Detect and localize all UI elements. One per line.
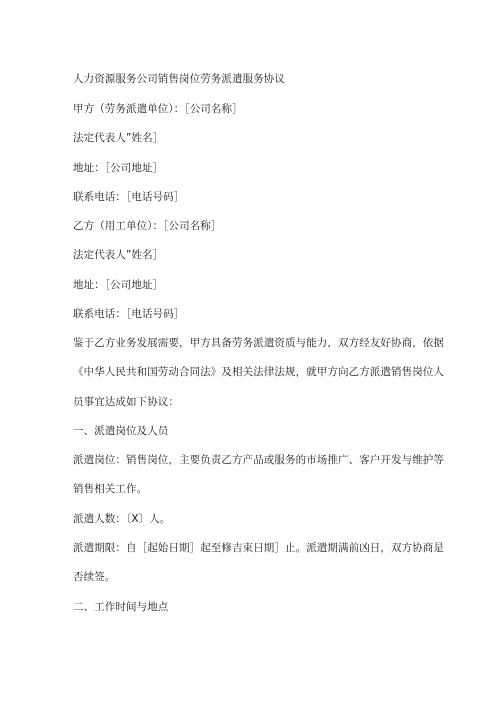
document-title: 人力资源服务公司销售岗位劳务派遣服务协议 bbox=[73, 73, 285, 85]
preamble-line-3: 员事宜达成如下协议： bbox=[73, 396, 179, 408]
party-a-label: 甲方（劳务派遣单位）：［公司名称］ bbox=[73, 103, 243, 115]
period-line-1: 派遣期限：自［起始日期］起至修吉束日期］止。派遣期满前凶日，双方协商是 bbox=[73, 542, 444, 554]
preamble-line-1: 鉴于乙方业务发展需要，甲方具备劳务派遣资质与能力，双方经友好协商，依据 bbox=[73, 337, 444, 349]
position-line-2: 销售相关工作。 bbox=[73, 483, 148, 495]
preamble-line-2: 《中华人民共和国劳动合同法》及相关法律法规，就甲方向乙方派遣销售岗位人 bbox=[73, 366, 444, 378]
party-a-legal-rep: 法定代表人”姓名］ bbox=[73, 132, 164, 144]
position-line-1: 派遣岗位：销售岗位，主要负责乙方产品或服务的市场推广、客户开发与维护等 bbox=[73, 454, 444, 466]
party-b-address: 地址：［公司地址］ bbox=[73, 279, 164, 291]
period-line-2: 否续签。 bbox=[73, 571, 116, 583]
party-b-phone: 联系电话：［电话号码］ bbox=[73, 308, 185, 320]
party-b-legal-rep: 法定代表人”姓名］ bbox=[73, 249, 164, 261]
party-a-address: 地址：［公司地址］ bbox=[73, 162, 164, 174]
section-2-heading: 二、工作时间与地点 bbox=[73, 601, 169, 613]
section-1-heading: 一、派遣岗位及人员 bbox=[73, 425, 169, 437]
party-a-phone: 联系电话：［电话号码］ bbox=[73, 191, 185, 203]
headcount-line: 派遣人数：〔X〕人。 bbox=[73, 513, 171, 525]
party-b-label: 乙方（用工单位）：［公司名称］ bbox=[73, 220, 222, 232]
